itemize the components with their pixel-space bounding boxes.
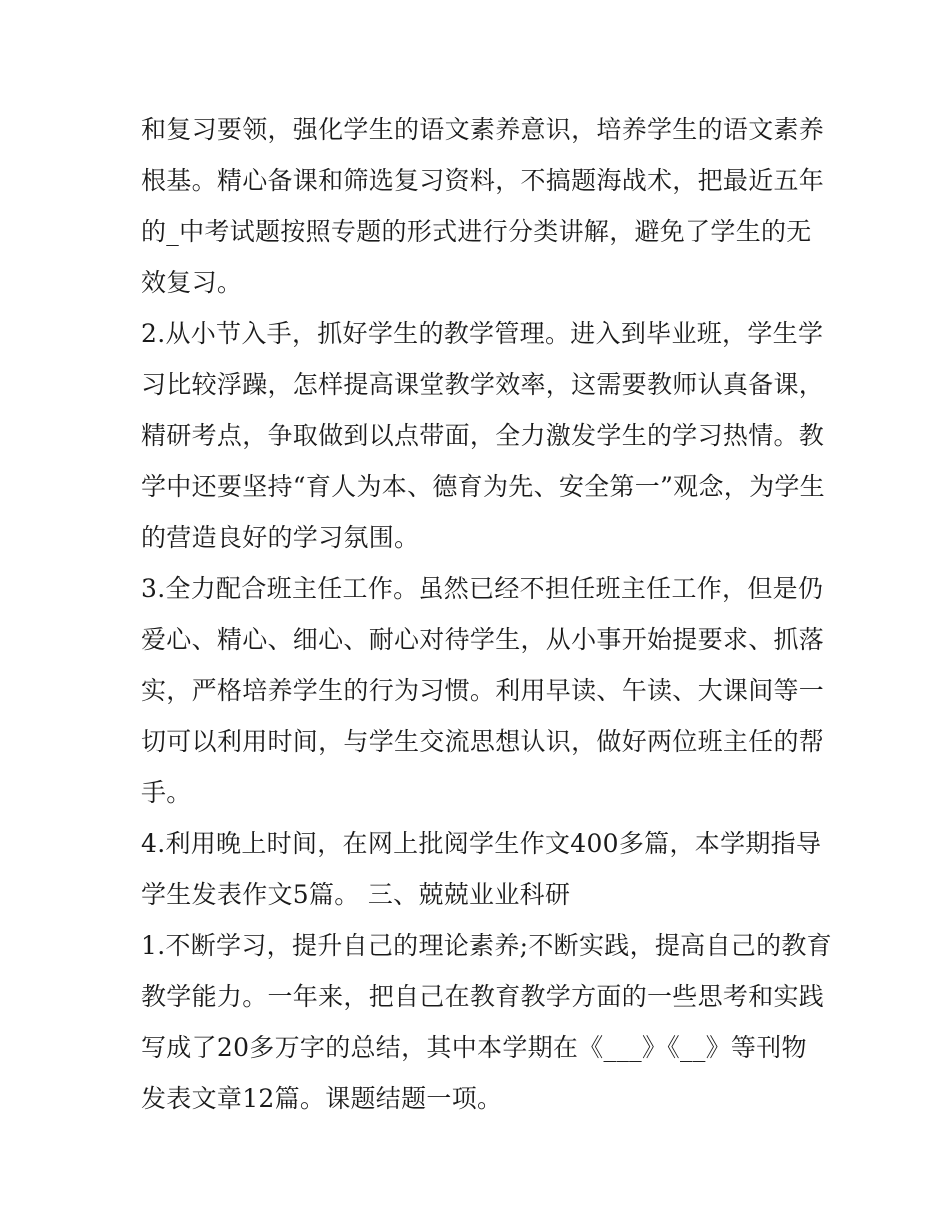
text-line: 的营造良好的学习氛围。 xyxy=(141,523,420,552)
text-line: 习比较浮躁，怎样提高课堂教学效率，这需要教师认真备课， xyxy=(141,370,825,399)
body-text xyxy=(141,104,832,1124)
text-line: 学中还要坚持“育人为本、德育为先、安全第一”观念，为学生 xyxy=(141,472,825,501)
text-line: 学生发表作文5篇。 三、兢兢业业科研 xyxy=(141,880,571,909)
text-line: 2.从小节入手，抓好学生的教学管理。进入到毕业班，学生学 xyxy=(141,319,824,348)
text-line: 和复习要领，强化学生的语文素养意识，培养学生的语文素养 xyxy=(141,115,825,144)
text-line: 的_中考试题按照专题的形式进行分类讲解，避免了学生的无 xyxy=(141,217,812,246)
text-line: 4.利用晚上时间，在网上批阅学生作文400多篇，本学期指导 xyxy=(141,829,822,858)
text-line: 1.不断学习，提升自己的理论素养;不断实践，提高自己的教育 xyxy=(141,931,832,960)
text-line: 3.全力配合班主任工作。虽然已经不担任班主任工作，但是仍 xyxy=(141,574,824,603)
text-line: 根基。精心备课和筛选复习资料，不搞题海战术，把最近五年 xyxy=(141,166,825,195)
text-line: 写成了20多万字的总结，其中本学期在《___》《__》等刊物 xyxy=(141,1033,807,1062)
text-line: 效复习。 xyxy=(141,268,243,297)
text-line: 教学能力。一年来，把自己在教育教学方面的一些思考和实践 xyxy=(141,982,825,1011)
text-line: 精研考点，争取做到以点带面，全力激发学生的学习热情。教 xyxy=(141,421,825,450)
text-line: 发表文章12篇。课题结题一项。 xyxy=(141,1084,503,1113)
text-line: 爱心、精心、细心、耐心对待学生，从小事开始提要求、抓落 xyxy=(141,625,825,654)
text-line: 切可以利用时间，与学生交流思想认识，做好两位班主任的帮 xyxy=(141,727,825,756)
text-line: 手。 xyxy=(141,778,192,807)
text-line: 实，严格培养学生的行为习惯。利用早读、午读、大课间等一 xyxy=(141,676,825,705)
